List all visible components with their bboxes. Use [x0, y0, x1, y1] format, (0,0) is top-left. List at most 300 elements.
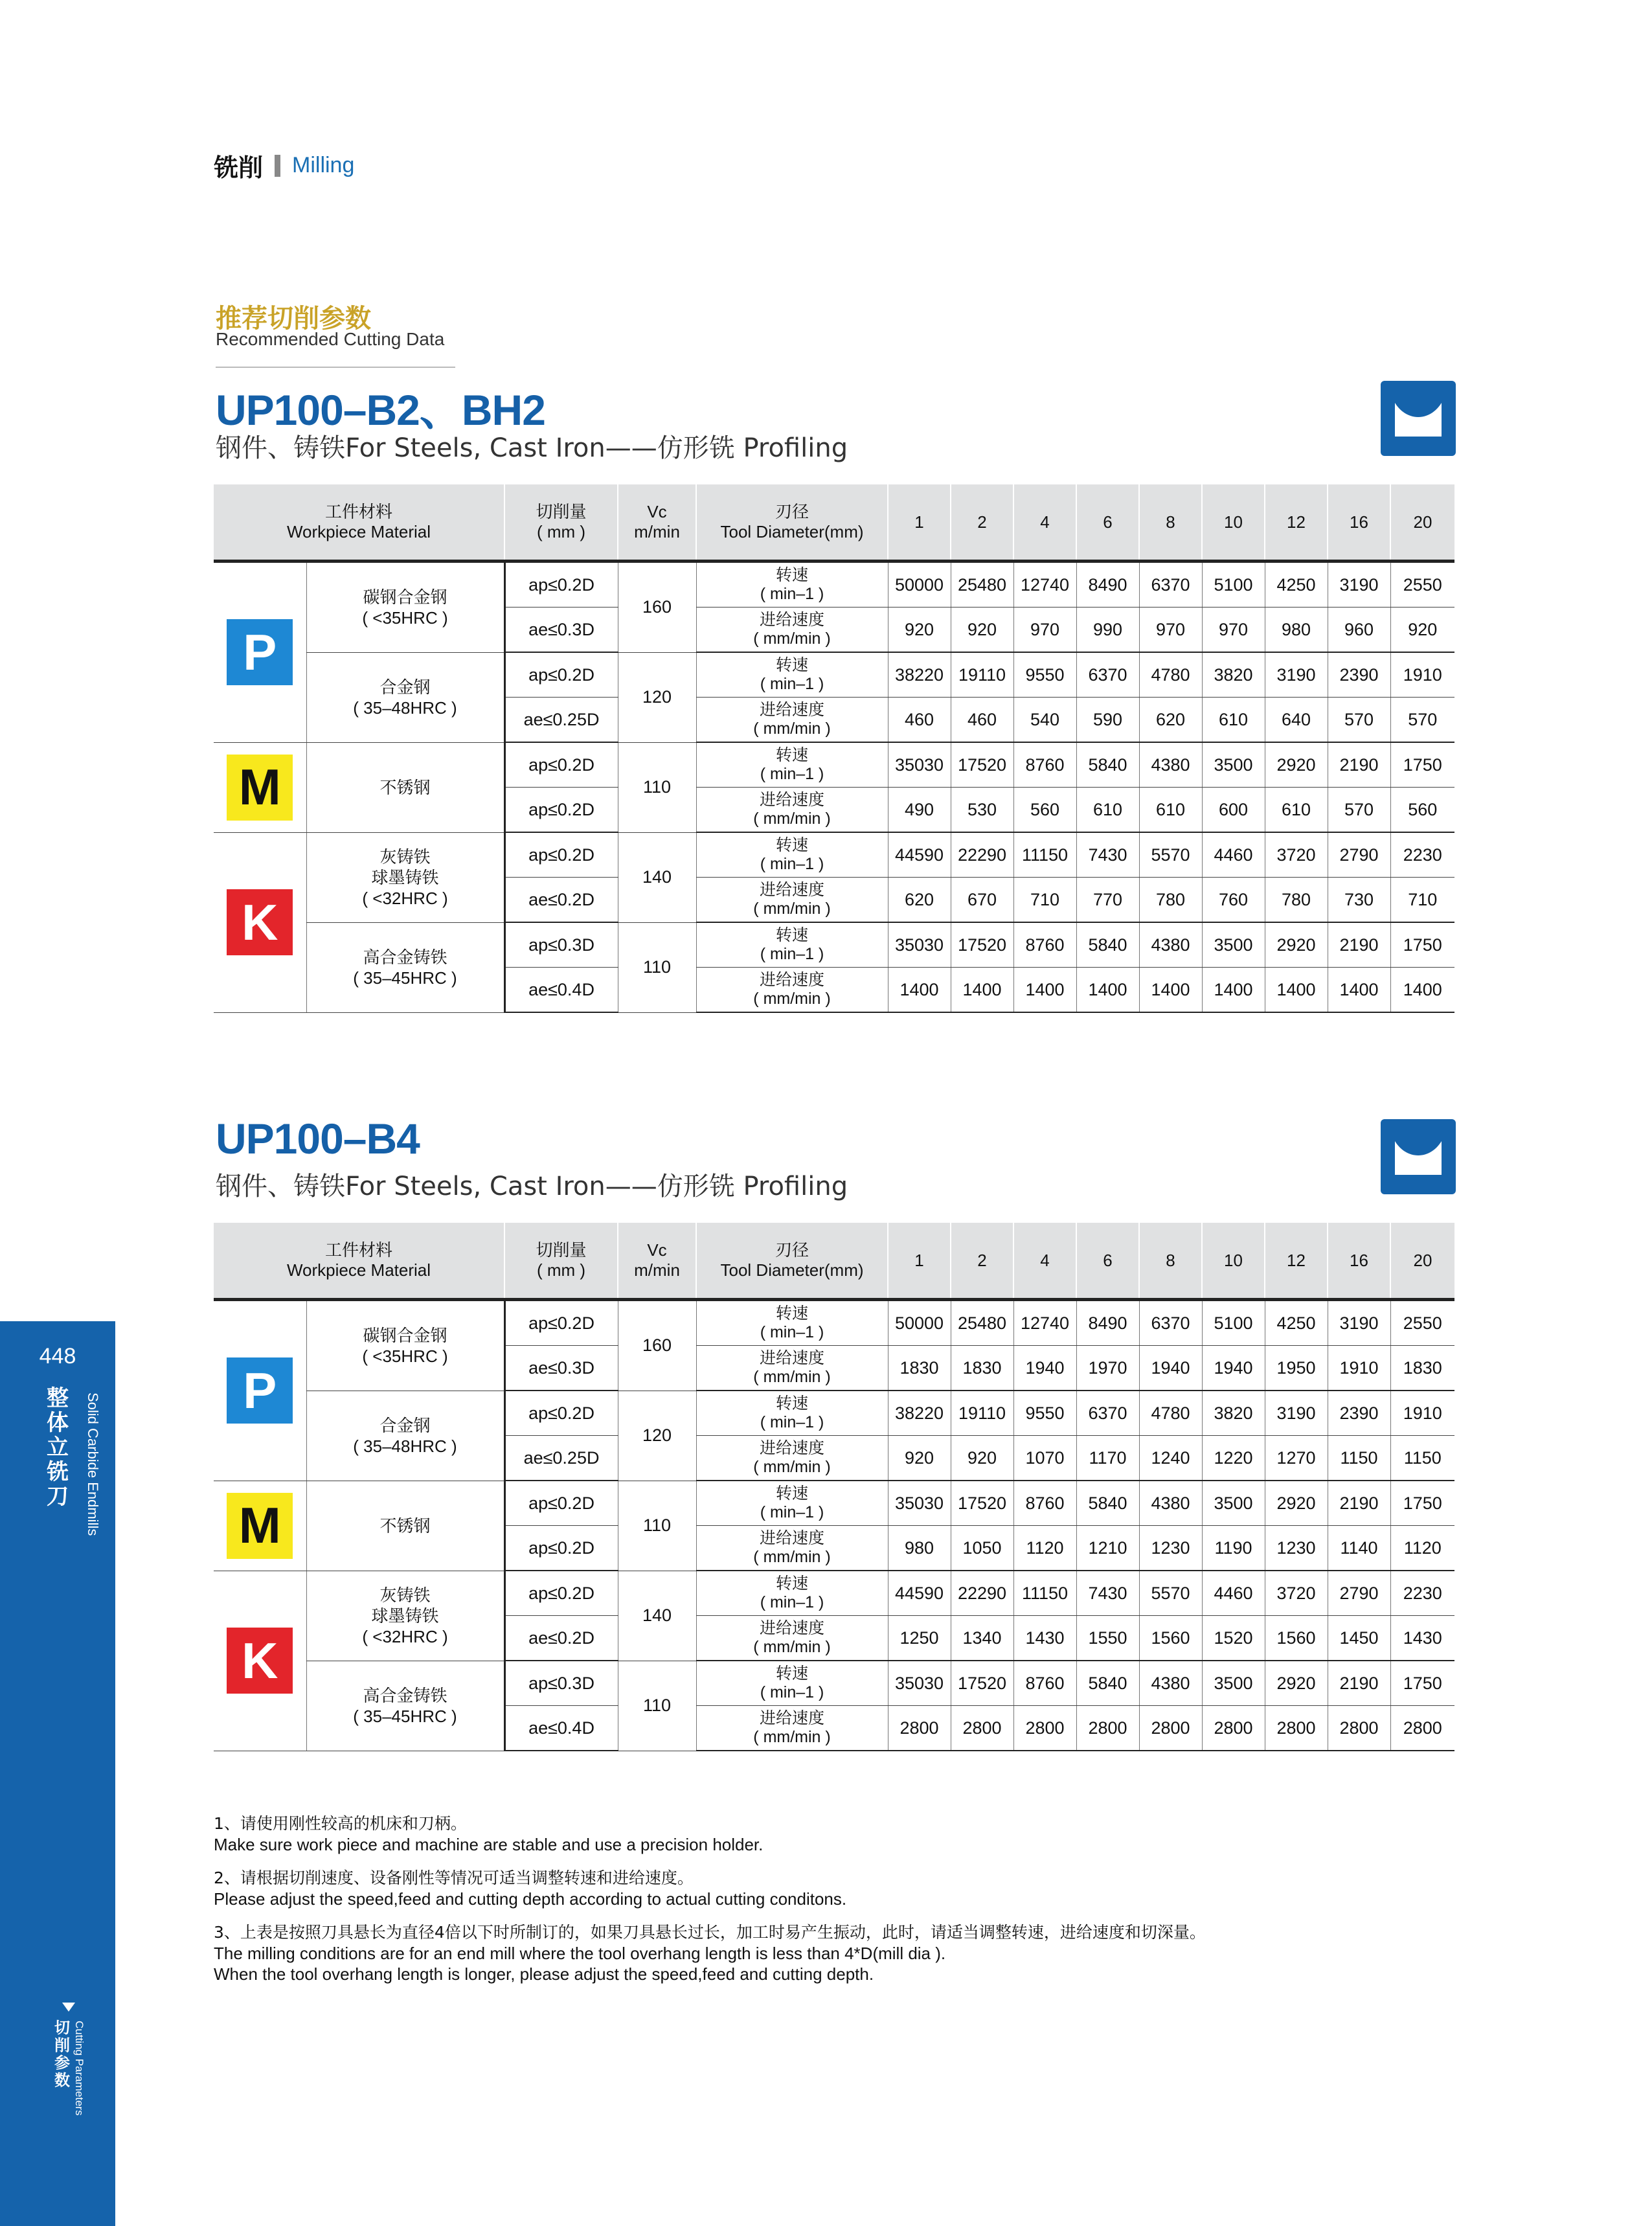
speed-value: 2550: [1390, 562, 1454, 608]
feed-value: 610: [1202, 698, 1265, 743]
iso-k-badge: K: [227, 889, 293, 955]
ae-cell: ae≤0.25D: [504, 1436, 618, 1481]
feed-value: 710: [1013, 878, 1076, 923]
col-d8: 8: [1139, 1223, 1202, 1300]
feed-value: 730: [1328, 878, 1390, 923]
feed-value: 1230: [1139, 1526, 1202, 1571]
feed-value: 1940: [1139, 1346, 1202, 1391]
feed-label: 进给速度 ( mm/min ): [696, 1346, 888, 1391]
speed-value: 4460: [1202, 832, 1265, 878]
vc-cell: 160: [618, 1300, 696, 1391]
iso-k-badge: K: [227, 1628, 293, 1694]
speed-value: 3820: [1202, 652, 1265, 698]
table-row: [214, 1300, 1454, 1346]
feed-value: 1170: [1076, 1436, 1139, 1481]
speed-value: 2920: [1265, 742, 1328, 788]
vc-cell: 140: [618, 1571, 696, 1661]
speed-value: 7430: [1076, 832, 1139, 878]
iso-m-badge: M: [227, 1493, 293, 1559]
page-number: 448: [39, 1344, 76, 1369]
speed-value: 17520: [951, 742, 1013, 788]
notes: [214, 1813, 1444, 1997]
material-stainless: 不锈钢: [306, 1481, 504, 1571]
speed-value: 2190: [1328, 1661, 1390, 1706]
feed-value: 1120: [1390, 1526, 1454, 1571]
speed-value: 11150: [1013, 1571, 1076, 1616]
feed-value: 1150: [1328, 1436, 1390, 1481]
table-row: [214, 652, 1454, 698]
feed-value: 610: [1139, 788, 1202, 833]
feed-value: 780: [1139, 878, 1202, 923]
speed-value: 2190: [1328, 922, 1390, 968]
iso-m-badge: M: [227, 755, 293, 821]
material-high-alloy-iron: 高合金铸铁 ( 35–45HRC ): [306, 922, 504, 1012]
ap-cell: ap≤0.2D: [504, 742, 618, 788]
feed-value: 530: [951, 788, 1013, 833]
speed-value: 5840: [1076, 1481, 1139, 1526]
speed-value: 4380: [1139, 1481, 1202, 1526]
feed-value: 610: [1076, 788, 1139, 833]
ap-cell: ap≤0.2D: [504, 1300, 618, 1346]
feed-value: 1230: [1265, 1526, 1328, 1571]
speed-value: 2230: [1390, 1571, 1454, 1616]
header-divider: [275, 155, 280, 177]
feed-label: 进给速度 ( mm/min ): [696, 1706, 888, 1751]
feed-label: 进给速度 ( mm/min ): [696, 1616, 888, 1661]
table-row: [214, 1391, 1454, 1436]
feed-value: 2800: [1265, 1706, 1328, 1751]
speed-value: 44590: [888, 832, 951, 878]
speed-value: 4380: [1139, 922, 1202, 968]
profiling-icon: [1381, 1119, 1456, 1194]
material-carbon-steel: 碳钢合金钢 ( <35HRC ): [306, 562, 504, 653]
vc-cell: 160: [618, 562, 696, 653]
speed-value: 35030: [888, 1661, 951, 1706]
speed-value: 2790: [1328, 832, 1390, 878]
feed-value: 1520: [1202, 1616, 1265, 1661]
feed-value: 920: [951, 608, 1013, 653]
speed-value: 3720: [1265, 832, 1328, 878]
ap-cell: ap≤0.3D: [504, 922, 618, 968]
table-header-row: [214, 1223, 1454, 1300]
speed-value: 22290: [951, 832, 1013, 878]
speed-value: 9550: [1013, 1391, 1076, 1436]
speed-value: 2920: [1265, 1481, 1328, 1526]
speed-value: 38220: [888, 652, 951, 698]
cutting-data-table-1: [214, 484, 1454, 1013]
col-d1: 1: [888, 484, 951, 562]
ap-cell: ap≤0.2D: [504, 832, 618, 878]
speed-value: 11150: [1013, 832, 1076, 878]
speed-value: 25480: [951, 562, 1013, 608]
feed-value: 460: [951, 698, 1013, 743]
ap-cell: ap≤0.2D: [504, 1571, 618, 1616]
col-d10: 10: [1202, 1223, 1265, 1300]
speed-value: 12740: [1013, 562, 1076, 608]
table-row: [214, 1661, 1454, 1706]
speed-value: 5570: [1139, 832, 1202, 878]
note-3: 3、上表是按照刀具悬长为直径4倍以下时所制订的，如果刀具悬长过长，加工时易产生振动，此时，请适当调整转速，进给速度和切深量。 The milling conditions are for an end mill where the tool overhang length is less than 4*D(mill dia ). When the tool overhang length is longer, please adjust the speed,feed and cutting depth.: [214, 1923, 1206, 1984]
feed-value: 1430: [1390, 1616, 1454, 1661]
feed-value: 990: [1076, 608, 1139, 653]
col-d1: 1: [888, 1223, 951, 1300]
feed-label: 进给速度 ( mm/min ): [696, 968, 888, 1013]
iso-cell-p: [214, 562, 306, 743]
ap-cell: ap≤0.2D: [504, 1391, 618, 1436]
feed-value: 1830: [1390, 1346, 1454, 1391]
iso-cell-p: [214, 1300, 306, 1481]
note-1: 1、请使用刚性较高的机床和刀柄。 Make sure work piece and machine are stable and use a precision holder.: [214, 1814, 764, 1854]
speed-value: 6370: [1076, 1391, 1139, 1436]
material-alloy-steel: 合金钢 ( 35–48HRC ): [306, 1391, 504, 1481]
side-category-cn: 整体立铣刀: [47, 1385, 69, 1510]
speed-value: 3500: [1202, 1661, 1265, 1706]
col-d16: 16: [1328, 484, 1390, 562]
feed-value: 540: [1013, 698, 1076, 743]
col-d20: 20: [1390, 1223, 1454, 1300]
feed-value: 1970: [1076, 1346, 1139, 1391]
feed-value: 2800: [1202, 1706, 1265, 1751]
speed-value: 2390: [1328, 1391, 1390, 1436]
feed-value: 2800: [1390, 1706, 1454, 1751]
col-vc: Vc m/min: [618, 484, 696, 562]
speed-value: 3820: [1202, 1391, 1265, 1436]
col-d4: 4: [1013, 484, 1076, 562]
ap-cell: ap≤0.2D: [504, 562, 618, 608]
feed-value: 1400: [1013, 968, 1076, 1013]
speed-value: 35030: [888, 1481, 951, 1526]
vc-cell: 140: [618, 832, 696, 922]
feed-value: 920: [888, 608, 951, 653]
vc-cell: 110: [618, 922, 696, 1012]
feed-value: 1150: [1390, 1436, 1454, 1481]
side-section-cn: 切削参数: [54, 2019, 70, 2089]
feed-value: 1220: [1202, 1436, 1265, 1481]
speed-value: 3720: [1265, 1571, 1328, 1616]
speed-value: 2550: [1390, 1300, 1454, 1346]
speed-value: 50000: [888, 1300, 951, 1346]
feed-value: 1400: [888, 968, 951, 1013]
speed-value: 1750: [1390, 1661, 1454, 1706]
feed-label: 进给速度 ( mm/min ): [696, 698, 888, 743]
iso-cell-m: [214, 1481, 306, 1571]
col-diameter: 刃径 Tool Diameter(mm): [696, 484, 888, 562]
speed-value: 3190: [1265, 1391, 1328, 1436]
col-d6: 6: [1076, 1223, 1139, 1300]
feed-value: 2800: [951, 1706, 1013, 1751]
speed-value: 9550: [1013, 652, 1076, 698]
speed-value: 8760: [1013, 922, 1076, 968]
speed-value: 17520: [951, 922, 1013, 968]
speed-value: 4250: [1265, 1300, 1328, 1346]
model-title-1: UP100–B2、BH2: [216, 386, 545, 434]
speed-value: 2920: [1265, 1661, 1328, 1706]
feed-value: 980: [888, 1526, 951, 1571]
speed-value: 17520: [951, 1481, 1013, 1526]
col-d8: 8: [1139, 484, 1202, 562]
material-carbon-steel: 碳钢合金钢 ( <35HRC ): [306, 1300, 504, 1391]
speed-value: 3190: [1328, 562, 1390, 608]
header-en: Milling: [292, 153, 355, 177]
cutting-data-table-2: [214, 1223, 1454, 1751]
speed-value: 6370: [1139, 562, 1202, 608]
feed-value: 1430: [1013, 1616, 1076, 1661]
feed-value: 920: [888, 1436, 951, 1481]
speed-label: 转速 ( min–1 ): [696, 1481, 888, 1526]
table-row: [214, 742, 1454, 788]
speed-label: 转速 ( min–1 ): [696, 832, 888, 878]
col-d16: 16: [1328, 1223, 1390, 1300]
speed-value: 17520: [951, 1661, 1013, 1706]
speed-value: 5840: [1076, 922, 1139, 968]
speed-value: 8760: [1013, 742, 1076, 788]
speed-value: 3190: [1328, 1300, 1390, 1346]
ae-cell: ap≤0.2D: [504, 788, 618, 833]
speed-label: 转速 ( min–1 ): [696, 652, 888, 698]
speed-value: 4380: [1139, 742, 1202, 788]
speed-value: 2190: [1328, 742, 1390, 788]
speed-value: 19110: [951, 652, 1013, 698]
feed-value: 1400: [951, 968, 1013, 1013]
feed-value: 490: [888, 788, 951, 833]
speed-value: 8490: [1076, 1300, 1139, 1346]
col-d10: 10: [1202, 484, 1265, 562]
feed-value: 1400: [1390, 968, 1454, 1013]
feed-label: 进给速度 ( mm/min ): [696, 788, 888, 833]
feed-value: 1050: [951, 1526, 1013, 1571]
ap-cell: ap≤0.2D: [504, 1481, 618, 1526]
speed-value: 1750: [1390, 922, 1454, 968]
speed-value: 50000: [888, 562, 951, 608]
speed-value: 38220: [888, 1391, 951, 1436]
speed-value: 35030: [888, 922, 951, 968]
feed-value: 1400: [1202, 968, 1265, 1013]
speed-value: 1750: [1390, 742, 1454, 788]
speed-value: 5570: [1139, 1571, 1202, 1616]
material-high-alloy-iron: 高合金铸铁 ( 35–45HRC ): [306, 1661, 504, 1751]
speed-label: 转速 ( min–1 ): [696, 922, 888, 968]
feed-value: 2800: [888, 1706, 951, 1751]
col-d12: 12: [1265, 484, 1328, 562]
feed-value: 1210: [1076, 1526, 1139, 1571]
feed-value: 2800: [1139, 1706, 1202, 1751]
speed-value: 1750: [1390, 1481, 1454, 1526]
feed-value: 1830: [888, 1346, 951, 1391]
speed-value: 5100: [1202, 562, 1265, 608]
feed-value: 1400: [1076, 968, 1139, 1013]
col-d4: 4: [1013, 1223, 1076, 1300]
header-cn: 铣削: [214, 153, 264, 182]
profiling-icon: [1381, 381, 1456, 456]
feed-value: 970: [1202, 608, 1265, 653]
note-2: 2、请根据切削速度、设备刚性等情况可适当调整转速和进给速度。 Please adjust the speed,feed and cutting depth according to actual cutting conditons.: [214, 1868, 847, 1909]
speed-value: 2790: [1328, 1571, 1390, 1616]
feed-value: 2800: [1076, 1706, 1139, 1751]
speed-value: 35030: [888, 742, 951, 788]
speed-value: 3500: [1202, 742, 1265, 788]
speed-value: 1910: [1390, 652, 1454, 698]
speed-label: 转速 ( min–1 ): [696, 1391, 888, 1436]
feed-value: 1550: [1076, 1616, 1139, 1661]
feed-value: 1560: [1139, 1616, 1202, 1661]
vc-cell: 110: [618, 1661, 696, 1751]
speed-value: 3500: [1202, 1481, 1265, 1526]
speed-value: 8760: [1013, 1661, 1076, 1706]
side-section-en: Cutting Parameters: [73, 2021, 85, 2116]
feed-value: 980: [1265, 608, 1328, 653]
feed-value: 1830: [951, 1346, 1013, 1391]
speed-label: 转速 ( min–1 ): [696, 1300, 888, 1346]
iso-cell-k: [214, 832, 306, 1012]
feed-value: 1070: [1013, 1436, 1076, 1481]
speed-value: 1910: [1390, 1391, 1454, 1436]
feed-value: 670: [951, 878, 1013, 923]
speed-value: 8760: [1013, 1481, 1076, 1526]
feed-value: 970: [1139, 608, 1202, 653]
speed-value: 7430: [1076, 1571, 1139, 1616]
speed-value: 5840: [1076, 742, 1139, 788]
feed-value: 1940: [1202, 1346, 1265, 1391]
feed-label: 进给速度 ( mm/min ): [696, 1436, 888, 1481]
ap-cell: ap≤0.2D: [504, 652, 618, 698]
speed-value: 4250: [1265, 562, 1328, 608]
speed-value: 8490: [1076, 562, 1139, 608]
material-alloy-steel: 合金钢 ( 35–48HRC ): [306, 652, 504, 742]
feed-value: 1940: [1013, 1346, 1076, 1391]
col-diameter: 刃径 Tool Diameter(mm): [696, 1223, 888, 1300]
speed-value: 6370: [1076, 652, 1139, 698]
speed-label: 转速 ( min–1 ): [696, 562, 888, 608]
table-row: [214, 922, 1454, 968]
table-row: [214, 1481, 1454, 1526]
ae-cell: ae≤0.25D: [504, 698, 618, 743]
vc-cell: 120: [618, 652, 696, 742]
col-d2: 2: [951, 1223, 1013, 1300]
side-category-en: Solid Carbide Endmills: [85, 1392, 101, 1536]
ae-cell: ae≤0.4D: [504, 968, 618, 1013]
feed-value: 1400: [1265, 968, 1328, 1013]
material-gray-iron: 灰铸铁 球墨铸铁 ( <32HRC ): [306, 1571, 504, 1661]
speed-value: 5100: [1202, 1300, 1265, 1346]
iso-cell-m: [214, 742, 306, 832]
feed-label: 进给速度 ( mm/min ): [696, 1526, 888, 1571]
material-stainless: 不锈钢: [306, 742, 504, 832]
feed-value: 590: [1076, 698, 1139, 743]
iso-p-badge: P: [227, 1357, 293, 1424]
iso-cell-k: [214, 1571, 306, 1751]
feed-value: 1560: [1265, 1616, 1328, 1661]
feed-value: 970: [1013, 608, 1076, 653]
feed-value: 640: [1265, 698, 1328, 743]
feed-value: 1140: [1328, 1526, 1390, 1571]
vc-cell: 120: [618, 1391, 696, 1481]
speed-value: 3190: [1265, 652, 1328, 698]
feed-value: 1450: [1328, 1616, 1390, 1661]
feed-value: 2800: [1013, 1706, 1076, 1751]
col-d2: 2: [951, 484, 1013, 562]
table-row: [214, 1571, 1454, 1616]
recommended-title-en: Recommended Cutting Data: [216, 329, 445, 349]
feed-value: 780: [1265, 878, 1328, 923]
speed-label: 转速 ( min–1 ): [696, 742, 888, 788]
feed-value: 1400: [1328, 968, 1390, 1013]
speed-value: 22290: [951, 1571, 1013, 1616]
material-gray-iron: 灰铸铁 球墨铸铁 ( <32HRC ): [306, 832, 504, 922]
feed-value: 560: [1390, 788, 1454, 833]
col-cut: 切削量 ( mm ): [504, 1223, 618, 1300]
speed-value: 4460: [1202, 1571, 1265, 1616]
feed-value: 1270: [1265, 1436, 1328, 1481]
speed-value: 4780: [1139, 1391, 1202, 1436]
feed-value: 2800: [1328, 1706, 1390, 1751]
model-subtitle-1: 钢件、铸铁For Steels, Cast Iron——仿形铣 Profiling: [216, 433, 848, 463]
feed-value: 620: [888, 878, 951, 923]
ae-cell: ae≤0.3D: [504, 608, 618, 653]
model-title-2: UP100–B4: [216, 1115, 420, 1163]
feed-value: 1240: [1139, 1436, 1202, 1481]
feed-value: 770: [1076, 878, 1139, 923]
speed-value: 25480: [951, 1300, 1013, 1346]
triangle-down-icon: [62, 2003, 75, 2012]
table-row: [214, 832, 1454, 878]
feed-value: 1120: [1013, 1526, 1076, 1571]
speed-label: 转速 ( min–1 ): [696, 1661, 888, 1706]
speed-value: 2920: [1265, 922, 1328, 968]
col-vc: Vc m/min: [618, 1223, 696, 1300]
feed-value: 570: [1328, 698, 1390, 743]
feed-value: 920: [951, 1436, 1013, 1481]
ae-cell: ae≤0.3D: [504, 1346, 618, 1391]
feed-value: 620: [1139, 698, 1202, 743]
vc-cell: 110: [618, 1481, 696, 1571]
recommended-underline: [216, 367, 455, 368]
feed-value: 760: [1202, 878, 1265, 923]
col-cut: 切削量 ( mm ): [504, 484, 618, 562]
feed-value: 600: [1202, 788, 1265, 833]
page-header: [214, 148, 354, 183]
speed-value: 19110: [951, 1391, 1013, 1436]
model-subtitle-2: 钢件、铸铁For Steels, Cast Iron——仿形铣 Profiling: [216, 1172, 848, 1201]
speed-value: 2190: [1328, 1481, 1390, 1526]
feed-label: 进给速度 ( mm/min ): [696, 608, 888, 653]
feed-value: 920: [1390, 608, 1454, 653]
speed-label: 转速 ( min–1 ): [696, 1571, 888, 1616]
speed-value: 2390: [1328, 652, 1390, 698]
ae-cell: ae≤0.2D: [504, 878, 618, 923]
speed-value: 12740: [1013, 1300, 1076, 1346]
speed-value: 44590: [888, 1571, 951, 1616]
table-row: [214, 562, 1454, 608]
ae-cell: ae≤0.2D: [504, 1616, 618, 1661]
feed-value: 1950: [1265, 1346, 1328, 1391]
table-header-row: [214, 484, 1454, 562]
feed-value: 1250: [888, 1616, 951, 1661]
feed-value: 560: [1013, 788, 1076, 833]
feed-value: 960: [1328, 608, 1390, 653]
speed-value: 4380: [1139, 1661, 1202, 1706]
speed-value: 5840: [1076, 1661, 1139, 1706]
feed-value: 460: [888, 698, 951, 743]
ae-cell: ap≤0.2D: [504, 1526, 618, 1571]
col-material: 工件材料 Workpiece Material: [214, 1223, 504, 1300]
ap-cell: ap≤0.3D: [504, 1661, 618, 1706]
feed-value: 570: [1328, 788, 1390, 833]
feed-value: 1910: [1328, 1346, 1390, 1391]
feed-value: 1340: [951, 1616, 1013, 1661]
col-d12: 12: [1265, 1223, 1328, 1300]
feed-value: 570: [1390, 698, 1454, 743]
feed-value: 710: [1390, 878, 1454, 923]
